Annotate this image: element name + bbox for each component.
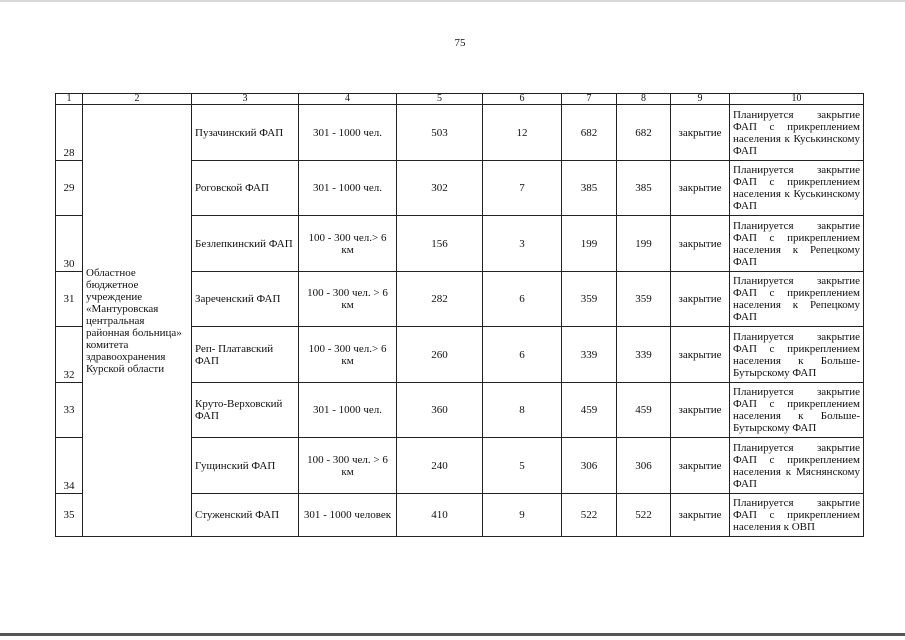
col5-value: 240 <box>397 438 483 494</box>
row-number: 29 <box>56 161 83 216</box>
population-range: 100 - 300 чел. > 6 км <box>299 272 397 327</box>
header-cell: 4 <box>299 94 397 105</box>
row-number: 28 <box>56 105 83 161</box>
col7-value: 682 <box>562 105 617 161</box>
col7-value: 306 <box>562 438 617 494</box>
action-cell: закрытие <box>671 494 730 537</box>
row-number: 35 <box>56 494 83 537</box>
page-number: 75 <box>454 37 466 49</box>
col7-value: 385 <box>562 161 617 216</box>
action-cell: закрытие <box>671 216 730 272</box>
col6-value: 8 <box>483 383 562 438</box>
header-cell: 2 <box>83 94 192 105</box>
col8-value: 199 <box>617 216 671 272</box>
action-cell: закрытие <box>671 383 730 438</box>
col8-value: 459 <box>617 383 671 438</box>
col6-value: 5 <box>483 438 562 494</box>
row-number: 30 <box>56 216 83 272</box>
population-range: 100 - 300 чел. > 6 км <box>299 438 397 494</box>
note-cell: Планируется закрытие ФАП с прикреплением населения к ОВП <box>730 494 864 537</box>
population-range: 301 - 1000 чел. <box>299 105 397 161</box>
population-range: 100 - 300 чел.> 6 км <box>299 216 397 272</box>
note-cell: Планируется закрытие ФАП с прикреплением населения к Куськинскому ФАП <box>730 105 864 161</box>
col6-value: 12 <box>483 105 562 161</box>
header-cell: 10 <box>730 94 864 105</box>
fap-name: Зареченский ФАП <box>192 272 299 327</box>
note-cell: Планируется закрытие ФАП с прикреплением населения к Репецкому ФАП <box>730 216 864 272</box>
fap-name: Роговской ФАП <box>192 161 299 216</box>
header-cell: 6 <box>483 94 562 105</box>
page-bottom-edge <box>0 633 905 636</box>
population-range: 301 - 1000 человек <box>299 494 397 537</box>
fap-name: Гущинский ФАП <box>192 438 299 494</box>
header-cell: 1 <box>56 94 83 105</box>
population-range: 100 - 300 чел.> 6 км <box>299 327 397 383</box>
action-cell: закрытие <box>671 105 730 161</box>
col8-value: 359 <box>617 272 671 327</box>
page-top-edge <box>0 0 905 2</box>
fap-name: Безлепкинский ФАП <box>192 216 299 272</box>
col6-value: 3 <box>483 216 562 272</box>
header-cell: 8 <box>617 94 671 105</box>
action-cell: закрытие <box>671 272 730 327</box>
fap-name: Пузачинский ФАП <box>192 105 299 161</box>
action-cell: закрытие <box>671 438 730 494</box>
col8-value: 522 <box>617 494 671 537</box>
col6-value: 6 <box>483 272 562 327</box>
header-cell: 9 <box>671 94 730 105</box>
header-cell: 7 <box>562 94 617 105</box>
col8-value: 385 <box>617 161 671 216</box>
note-cell: Планируется закрытие ФАП с прикреплением населения к Куськинскому ФАП <box>730 161 864 216</box>
data-table <box>55 93 864 537</box>
note-cell: Планируется закрытие ФАП с прикреплением населения к Больше-Бутырскому ФАП <box>730 383 864 438</box>
note-cell: Планируется закрытие ФАП с прикреплением населения к Мяснянскому ФАП <box>730 438 864 494</box>
action-cell: закрытие <box>671 327 730 383</box>
col7-value: 522 <box>562 494 617 537</box>
col6-value: 7 <box>483 161 562 216</box>
col5-value: 156 <box>397 216 483 272</box>
organization-cell: Областное бюджетное учреждение «Мантуровская центральная районная больница» комитета здравоохранения Курской области <box>83 105 192 537</box>
table-row <box>56 105 864 161</box>
population-range: 301 - 1000 чел. <box>299 161 397 216</box>
header-cell: 3 <box>192 94 299 105</box>
col8-value: 682 <box>617 105 671 161</box>
col6-value: 9 <box>483 494 562 537</box>
col7-value: 199 <box>562 216 617 272</box>
row-number: 33 <box>56 383 83 438</box>
header-cell: 5 <box>397 94 483 105</box>
header-row <box>56 94 864 105</box>
row-number: 32 <box>56 327 83 383</box>
col7-value: 459 <box>562 383 617 438</box>
col5-value: 302 <box>397 161 483 216</box>
col7-value: 359 <box>562 272 617 327</box>
row-number: 31 <box>56 272 83 327</box>
col5-value: 360 <box>397 383 483 438</box>
row-number: 34 <box>56 438 83 494</box>
col7-value: 339 <box>562 327 617 383</box>
note-cell: Планируется закрытие ФАП с прикреплением населения к Больше-Бутырскому ФАП <box>730 327 864 383</box>
col5-value: 282 <box>397 272 483 327</box>
note-cell: Планируется закрытие ФАП с прикреплением населения к Репецкому ФАП <box>730 272 864 327</box>
col5-value: 503 <box>397 105 483 161</box>
col6-value: 6 <box>483 327 562 383</box>
fap-name: Стуженский ФАП <box>192 494 299 537</box>
fap-name: Круто-Верховский ФАП <box>192 383 299 438</box>
col5-value: 260 <box>397 327 483 383</box>
col8-value: 306 <box>617 438 671 494</box>
col5-value: 410 <box>397 494 483 537</box>
col8-value: 339 <box>617 327 671 383</box>
fap-name: Реп- Платавский ФАП <box>192 327 299 383</box>
population-range: 301 - 1000 чел. <box>299 383 397 438</box>
action-cell: закрытие <box>671 161 730 216</box>
